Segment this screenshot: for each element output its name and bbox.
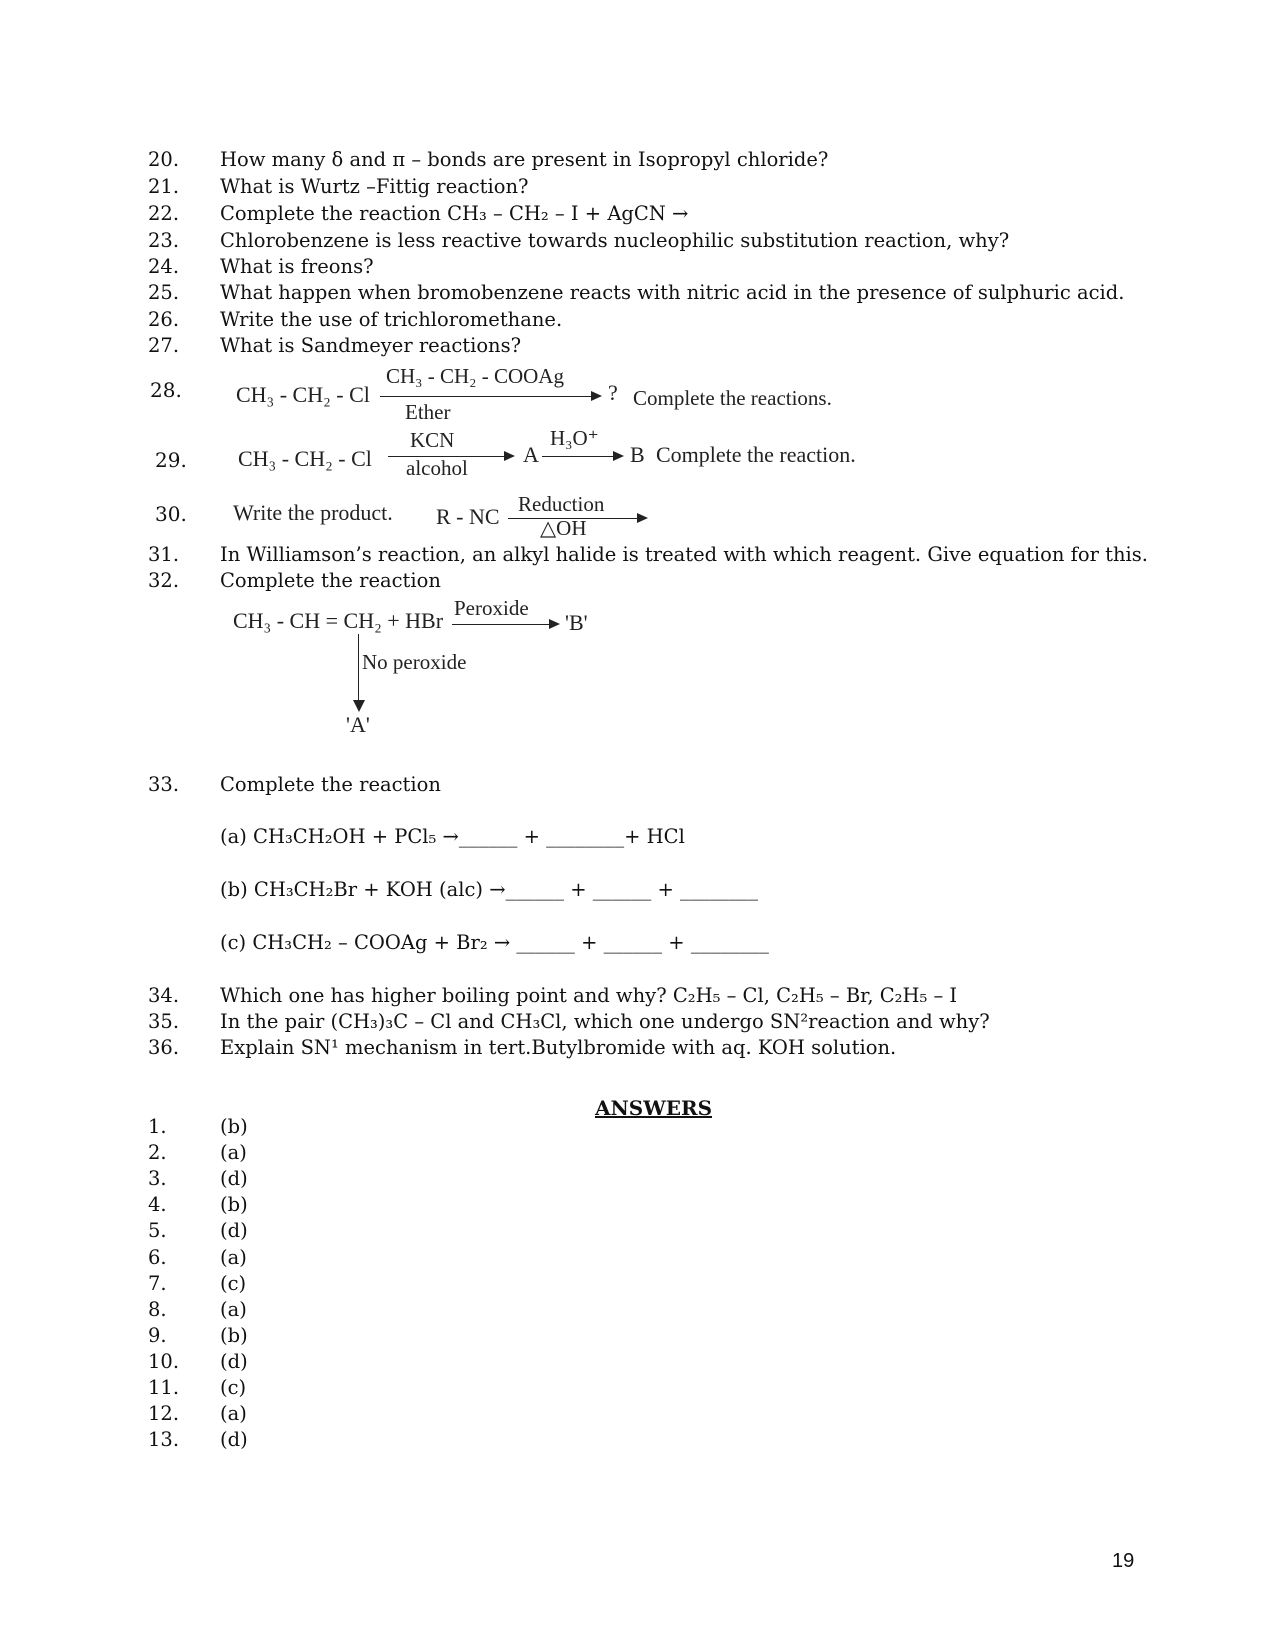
answer-number: 6. (148, 1246, 167, 1269)
question-number: 34. (148, 984, 180, 1007)
instruction: Complete the reaction. (656, 442, 856, 467)
page-number: 19 (1112, 1550, 1135, 1572)
product-right: 'B' (565, 610, 588, 635)
question-text: Write the use of trichloromethane. (220, 308, 563, 331)
reaction-part (0, 824, 1275, 850)
answer-value: (d) (220, 1428, 248, 1451)
reaction-part-text: (c) CH₃CH₂ – COOAg + Br₂ → ______ + ______ + ________ (220, 931, 769, 954)
question-number: 20. (148, 148, 180, 171)
answer-row (0, 1271, 1275, 1297)
question-text: Complete the reaction (220, 569, 441, 592)
question-text: Which one has higher boiling point and why? C₂H₅ – Cl, C₂H₅ – Br, C₂H₅ – I (220, 984, 958, 1007)
reactant: CH₃ - CH₂ - Cl (238, 446, 372, 471)
instruction: Write the product. (233, 500, 393, 525)
answer-value: (d) (220, 1350, 248, 1373)
answer-number: 7. (148, 1272, 167, 1295)
answer-row (0, 1166, 1275, 1192)
answer-row (0, 1245, 1275, 1271)
answer-row (0, 1140, 1275, 1166)
question-row (0, 1035, 1275, 1061)
answer-value: (a) (220, 1141, 247, 1164)
answer-value: (a) (220, 1298, 247, 1321)
reagent-top: H₃O⁺ (550, 426, 599, 450)
question-number: 36. (148, 1036, 180, 1059)
question-number: 23. (148, 229, 180, 252)
question-number: 33. (148, 773, 180, 796)
reactant: CH₃ - CH₂ - Cl (236, 382, 370, 407)
question-text: Explain SN¹ mechanism in tert.Butylbromide with aq. KOH solution. (220, 1036, 897, 1059)
question-text: What happen when bromobenzene reacts with nitric acid in the presence of sulphuric acid. (220, 281, 1125, 304)
question-text: What is freons? (220, 255, 374, 278)
answer-number: 10. (148, 1350, 180, 1373)
question-row (0, 333, 1275, 359)
question-row (0, 568, 1275, 594)
question-text: Chlorobenzene is less reactive towards nucleophilic substitution reaction, why? (220, 229, 1010, 252)
answer-row (0, 1427, 1275, 1453)
answer-number: 3. (148, 1167, 167, 1190)
question-row (0, 307, 1275, 333)
answer-value: (b) (220, 1193, 248, 1216)
question-number: 29. (155, 448, 187, 472)
answer-row (0, 1323, 1275, 1349)
reactant: R - NC (436, 504, 500, 529)
question-row (0, 147, 1275, 173)
question-text: What is Wurtz –Fittig reaction? (220, 175, 529, 198)
answer-value: (b) (220, 1115, 248, 1138)
question-number: 35. (148, 1010, 180, 1033)
product-down: 'A' (346, 712, 370, 737)
question-number: 22. (148, 202, 180, 225)
question-text: In the pair (CH₃)₃C – Cl and CH₃Cl, which one undergo SN²reaction and why? (220, 1010, 990, 1033)
answer-row (0, 1114, 1275, 1140)
answer-row (0, 1401, 1275, 1427)
question-number: 27. (148, 334, 180, 357)
reaction-part (0, 877, 1275, 903)
question-row (0, 280, 1275, 306)
question-row (0, 542, 1275, 568)
intermediate: A (523, 442, 539, 467)
question-row (0, 254, 1275, 280)
arrow-head (353, 700, 365, 712)
answers-heading: ANSWERS (595, 1096, 713, 1120)
reaction-part-text: (a) CH₃CH₂OH + PCl₅ →______ + ________+ HCl (220, 825, 685, 848)
reactants: CH₃ - CH = CH₂ + HBr (233, 608, 444, 633)
reaction-arrow (380, 396, 600, 397)
answer-number: 12. (148, 1402, 180, 1425)
answer-value: (a) (220, 1246, 247, 1269)
product: ? (608, 380, 618, 405)
answer-value: (d) (220, 1219, 248, 1242)
question-number: 26. (148, 308, 180, 331)
reagent-top: CH₃ - CH₂ - COOAg (386, 364, 564, 388)
instruction: Complete the reactions. (633, 386, 832, 410)
reagent-top: KCN (410, 428, 455, 452)
question-row (0, 1009, 1275, 1035)
question-number: 24. (148, 255, 180, 278)
answer-row (0, 1192, 1275, 1218)
question-number: 21. (148, 175, 180, 198)
answer-value: (a) (220, 1402, 247, 1425)
reagent-bottom: △OH (540, 516, 587, 540)
answer-value: (b) (220, 1324, 248, 1347)
answer-row (0, 1218, 1275, 1244)
question-text: What is Sandmeyer reactions? (220, 334, 522, 357)
question-row (0, 772, 1275, 798)
answer-number: 8. (148, 1298, 167, 1321)
reaction-arrow-down (358, 634, 359, 704)
answer-row (0, 1375, 1275, 1401)
question-text: How many δ and π – bonds are present in Isopropyl chloride? (220, 148, 829, 171)
reagent-down: No peroxide (362, 650, 467, 674)
answer-number: 1. (148, 1115, 167, 1138)
reaction-arrow (542, 456, 622, 457)
question-number: 32. (148, 569, 180, 592)
question-number: 25. (148, 281, 180, 304)
question-text: Complete the reaction (220, 773, 441, 796)
answer-value: (d) (220, 1167, 248, 1190)
reagent-top: Reduction (518, 492, 605, 516)
answer-value: (c) (220, 1376, 247, 1399)
question-text: In Williamson’s reaction, an alkyl halide is treated with which reagent. Give equation for this. (220, 543, 1148, 566)
question-row (0, 201, 1275, 227)
answer-value: (c) (220, 1272, 247, 1295)
answer-number: 5. (148, 1219, 167, 1242)
answer-number: 4. (148, 1193, 167, 1216)
reagent-top: Peroxide (454, 596, 529, 620)
reaction-arrow (452, 624, 558, 625)
answer-number: 13. (148, 1428, 180, 1451)
reaction-part (0, 930, 1275, 956)
product: B (630, 442, 645, 467)
question-number: 30. (155, 502, 187, 526)
question-number: 28. (150, 378, 182, 402)
reagent-bottom: Ether (405, 400, 451, 424)
question-number: 31. (148, 543, 180, 566)
question-row (0, 174, 1275, 200)
answer-row (0, 1297, 1275, 1323)
question-row (0, 983, 1275, 1009)
answer-number: 2. (148, 1141, 167, 1164)
question-row (0, 228, 1275, 254)
reagent-bottom: alcohol (406, 456, 468, 480)
reaction-part-text: (b) CH₃CH₂Br + KOH (alc) →______ + ______ + ________ (220, 878, 759, 901)
question-text: Complete the reaction CH₃ – CH₂ – I + AgCN → (220, 202, 689, 225)
answer-number: 9. (148, 1324, 167, 1347)
answer-number: 11. (148, 1376, 180, 1399)
answer-row (0, 1349, 1275, 1375)
